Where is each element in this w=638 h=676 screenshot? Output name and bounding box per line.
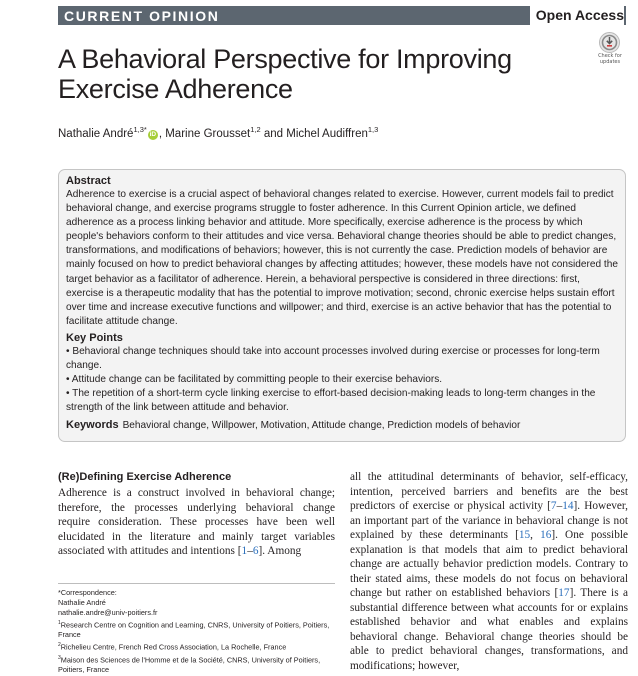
keywords-label: Keywords [66, 419, 119, 432]
author-name[interactable]: Nathalie André [58, 127, 134, 140]
citation-link[interactable]: 15 [518, 529, 531, 541]
body-left-column [58, 470, 335, 559]
footnotes [58, 588, 335, 675]
author-name[interactable]: Michel Audiffren [286, 127, 368, 140]
footnote-divider [58, 583, 335, 584]
affiliation-1: $^1$Research Centre on Cognition and Learning, CNRS, University of Poitiers, Poitiers, France [58, 620, 330, 640]
author-name[interactable]: Marine Grousset [165, 127, 251, 140]
key-points-heading: Key Points [66, 331, 123, 344]
affiliation-3: $^3$Maison des Sciences de l'Homme et de la Société, CNRS, University of Poitiers, Poitiers, France [58, 654, 321, 675]
article-title: A Behavioral Perspective for Improving Exercise Adherence [58, 44, 512, 104]
body-right-column [350, 470, 628, 673]
check-for-updates-badge[interactable] [594, 32, 626, 66]
author-affiliation: 1,3 [367, 125, 379, 134]
keywords-text: Behavioral change, Willpower, Motivation, Attitude change, Prediction models of behavior [122, 420, 521, 432]
citation-link[interactable]: 6 [252, 545, 259, 557]
body-paragraph: Adherence is a construct involved in behavioral change; therefore, the processes underlying behavioral change require consideration. These processes have been well elucidated in the literature and mainly target variables associated with attitudes and intentions [1–6]. Among [58, 487, 335, 557]
key-point-item: • Attitude change can be facilitated by committing people to their exercise behaviors. [66, 374, 443, 386]
orcid-icon[interactable]: iD [149, 130, 157, 138]
section-heading: (Re)Defining Exercise Adherence [58, 471, 232, 483]
correspondence-name: Nathalie André [58, 598, 106, 607]
correspondence-email[interactable]: nathalie.andre@univ-poitiers.fr [58, 608, 158, 617]
category-label: CURRENT OPINION [64, 8, 220, 24]
abstract-heading: Abstract [66, 175, 111, 187]
citation-link[interactable]: 1 [241, 545, 248, 557]
author-affiliation: 1,3* [133, 125, 147, 134]
author-list: Nathalie André$^{1,3*}$iD , Marine Grousset$^{1,2}$ and Michel Audiffren$^{1,3}$ [58, 125, 379, 140]
key-point-item: • Behavioral change techniques should take into account processes involved during exercise or processes for long-term change. [66, 345, 600, 372]
citation-link[interactable]: 16 [540, 529, 552, 541]
open-access-label: Open Access [530, 6, 624, 25]
keywords-line [66, 418, 618, 433]
check-for-updates-label: Check for updates [598, 53, 622, 65]
body-paragraph: all the attitudinal determinants of behavior, self-efficacy, intention, perceived barriers and benefits are the best predictors of exercise or physical activity [7–14]. However, an important part of the variance in behavioral change is not explained by these determinants [15, 16]. One possible explanation is that models that aim to predict behavioral change are actually behavior prediction models. Contrary to their stated aims, these models do not focus on behavioral change but rather on established behaviors [17]. There is a substantial difference between what accounts for or explains established behavior and what enables and explains behavioral change. Behavioral change theories should be able to predict behavioral changes, transformations, and modifications; however, [350, 471, 628, 672]
author-affiliation: 1,2 [250, 125, 261, 134]
citation-link[interactable]: 7 [550, 500, 557, 512]
citation-link[interactable]: 14 [562, 500, 574, 512]
check-for-updates-icon [599, 32, 620, 53]
citation-link[interactable]: 17 [558, 587, 570, 599]
abstract-text: Adherence to exercise is a crucial aspect of behavioral changes related to exercise. However, current models fail to predict behavioral change, and exercise programs struggle to foster adherence. In this Current Opinion article, we defined adherence as a process linking behavior and attitude. More specifically, exercise adherence is the process by which people's behaviors conform to their attitudes and vice versa. Behavioral change theories should be able to predict changes, transformations, and modifications of behaviors; however, this is not currently the case. Prediction models of behavior are mainly focused on how to predict behavioral changes by affecting attitudes; however, these models have not considered the target behavior as a facilitator of adherence. Herein, a behavioral perspective is considered in three directions: first, exercise is a therapeutic modality that has the potential to improve motivation; second, chronic exercise helps sustain effort over time and increase executive functions and willpower; and third, exercise is an active behavior that has the potential to facilitate attitude change. [66, 189, 618, 327]
key-point-item: • The repetition of a short-term cycle linking exercise to effort-based decision-making leads to long-term changes in the strength of the link between attitude and behavior. [66, 388, 596, 414]
abstract-box [58, 169, 626, 442]
correspondence-label: *Correspondence: [58, 588, 117, 597]
affiliation-2: $^2$Richelieu Centre, French Red Cross Association, La Rochelle, France [58, 642, 287, 652]
